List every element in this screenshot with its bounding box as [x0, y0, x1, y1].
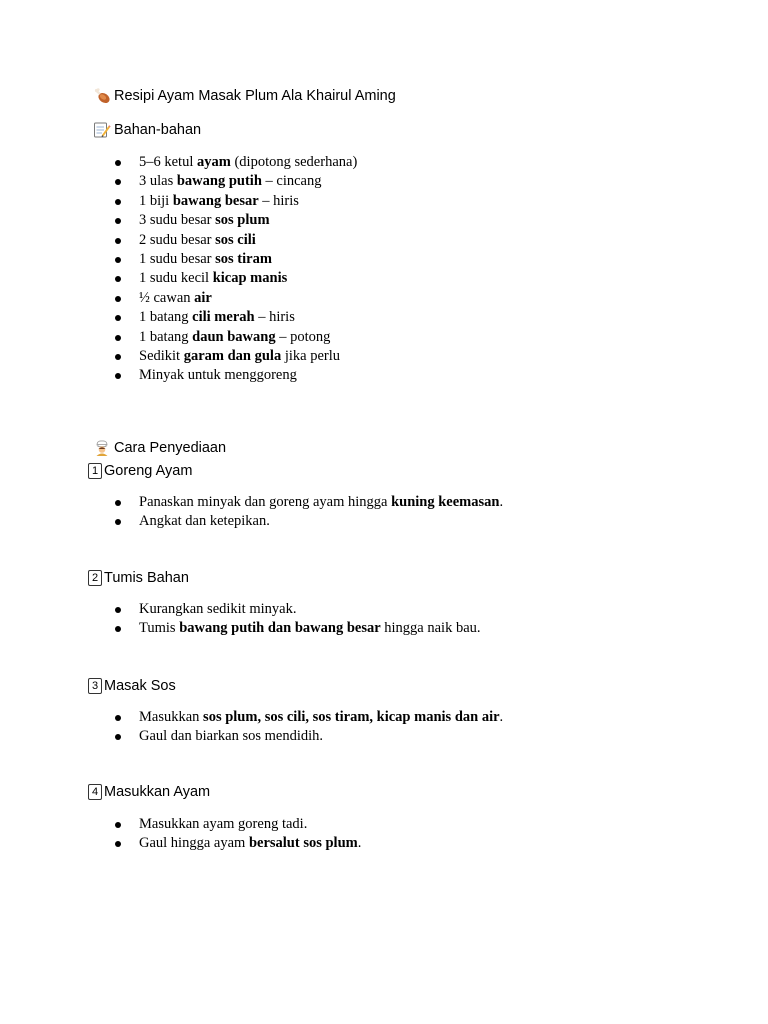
method-heading-text: Cara Penyediaan [114, 440, 227, 456]
recipe-title [93, 87, 396, 105]
list-item: 1 biji bawang besar – hiris [112, 192, 357, 211]
step-2-list [112, 600, 481, 639]
ingredients-heading [93, 121, 201, 139]
list-item: 2 sudu besar sos cili [112, 231, 357, 250]
ingredients-list [112, 153, 357, 386]
list-item: 1 sudu besar sos tiram [112, 250, 357, 269]
list-item: Gaul dan biarkan sos mendidih. [112, 727, 503, 746]
list-item: Masukkan ayam goreng tadi. [112, 815, 361, 834]
memo-icon [93, 121, 111, 139]
keycap-digit-icon: 2 [88, 570, 102, 586]
keycap-digit-icon: 4 [88, 784, 102, 800]
cook-icon [93, 439, 111, 457]
step-1-heading [88, 462, 192, 480]
list-item: ½ cawan air [112, 289, 357, 308]
step-4-list [112, 815, 361, 854]
poultry-leg-icon [93, 87, 111, 105]
list-item: 1 batang cili merah – hiris [112, 308, 357, 327]
step-3-list [112, 708, 503, 747]
list-item: 3 sudu besar sos plum [112, 211, 357, 230]
keycap-digit-icon: 1 [88, 463, 102, 479]
list-item: Kurangkan sedikit minyak. [112, 600, 481, 619]
list-item: Gaul hingga ayam bersalut sos plum. [112, 834, 361, 853]
list-item: Angkat dan ketepikan. [112, 512, 503, 531]
step-4-heading [88, 783, 210, 801]
list-item: 1 batang daun bawang – potong [112, 328, 357, 347]
list-item: Sedikit garam dan gula jika perlu [112, 347, 357, 366]
list-item: Tumis bawang putih dan bawang besar hingga naik bau. [112, 619, 481, 638]
keycap-digit-icon: 3 [88, 678, 102, 694]
step-title: Masukkan Ayam [104, 784, 211, 800]
step-3-heading [88, 677, 176, 695]
recipe-title-text: Resipi Ayam Masak Plum Ala Khairul Aming [114, 88, 396, 104]
list-item: Panaskan minyak dan goreng ayam hingga kuning keemasan. [112, 493, 503, 512]
step-1-list [112, 493, 503, 532]
step-2-heading [88, 569, 189, 587]
method-heading [93, 439, 226, 457]
list-item: 3 ulas bawang putih – cincang [112, 172, 357, 191]
list-item: Masukkan sos plum, sos cili, sos tiram, kicap manis dan air. [112, 708, 503, 727]
step-title: Masak Sos [104, 678, 176, 694]
list-item: Minyak untuk menggoreng [112, 366, 357, 385]
list-item: 1 sudu kecil kicap manis [112, 269, 357, 288]
step-title: Goreng Ayam [104, 463, 193, 479]
step-title: Tumis Bahan [104, 570, 189, 586]
list-item: 5–6 ketul ayam (dipotong sederhana) [112, 153, 357, 172]
ingredients-heading-text: Bahan-bahan [114, 122, 202, 138]
